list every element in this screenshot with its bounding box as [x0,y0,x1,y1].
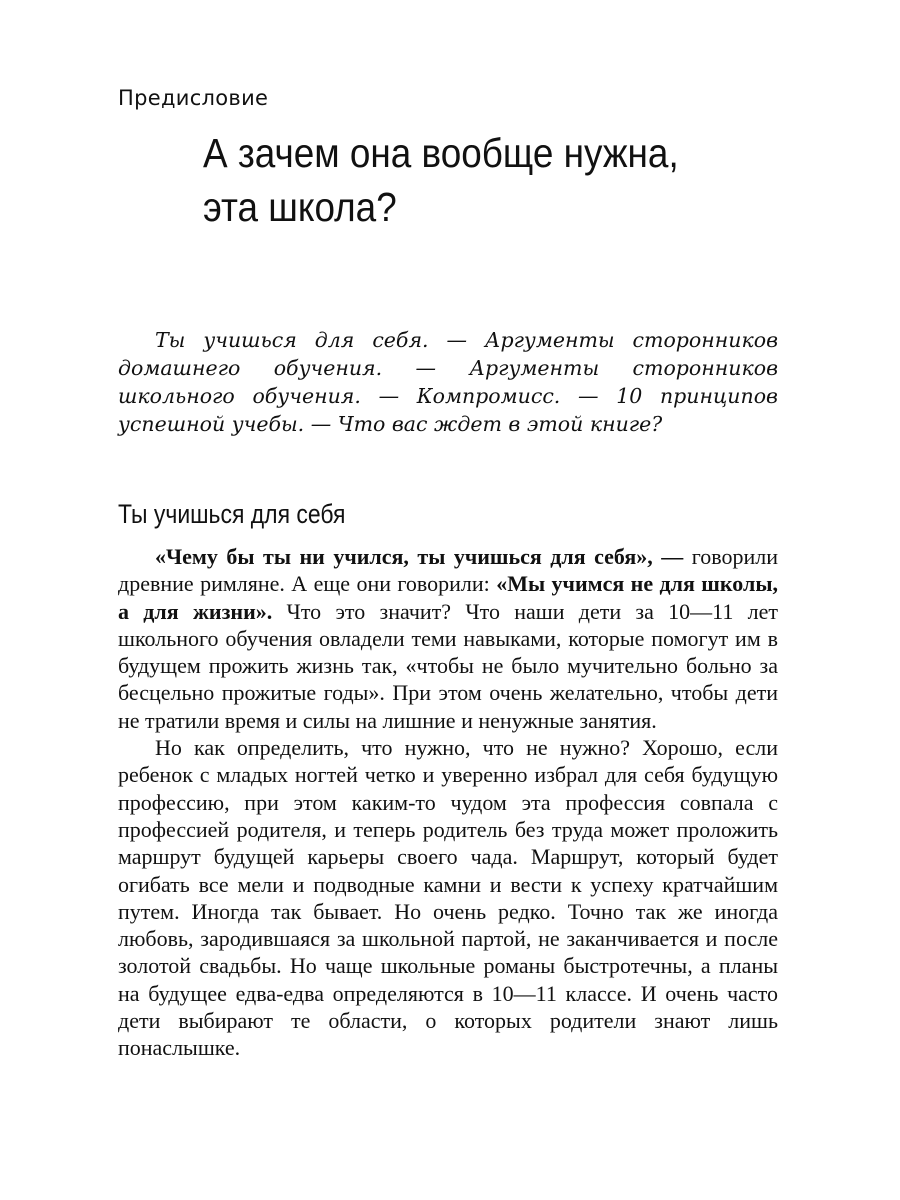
chapter-title-line-1: А зачем она вообще нужна, [203,130,679,176]
bold-quote-2: «Мы учимся не для школы, а для жизни». [118,571,778,624]
paragraph-1-text-1: говорили древние римляне. А еще они говорили: [118,544,778,597]
paragraph-1 [118,543,778,734]
chapter-abstract: Ты учишься для себя. — Аргументы сторонников домашнего обучения. — Аргументы сторонников школьного обучения. — Компромисс. — 10 принципов успешной учебы. — Что вас ждет в этой книге? [118,328,778,436]
body-text [118,543,778,1062]
paragraph-2: Но как определить, что нужно, что не нужно? Хорошо, если ребенок с младых ногтей четко и уверенно избрал для себя будущую профессию, при этом каким-то чудом эта профессия совпала с профессией родителя, и теперь родитель без труда может проложить маршрут будущей карьеры своего чада. Маршрут, который будет огибать все мели и подводные камни и вести к успеху кратчайшим путем. Иногда так бывает. Но очень редко. Точно так же иногда любовь, зародившаяся за школьной партой, не заканчивается и после золотой свадьбы. Но чаще школьные романы быстротечны, а планы на будущее едва-едва определяются в 10—11 классе. И очень часто дети выбирают те области, о которых родители знают лишь понаслышке. [118,735,778,1061]
paragraph-1-text-2: Что это значит? Что наши дети за 10—11 лет школьного обучения овладели теми навыками, которые помогут им в будущем прожить жизнь так, «чтобы не было мучительно больно за бесцельно прожитые годы». При этом очень желательно, чтобы дети не тратили время и силы на лишние и ненужные занятия. [118,598,778,733]
chapter-title-line-2: эта школа? [203,184,397,230]
bold-quote-1: «Чему бы ты ни учился, ты учишься для себя», — [155,544,684,569]
chapter-title [203,126,679,234]
section-subheading: Ты учишься для себя [118,499,346,529]
section-label: Предисловие [118,86,269,110]
